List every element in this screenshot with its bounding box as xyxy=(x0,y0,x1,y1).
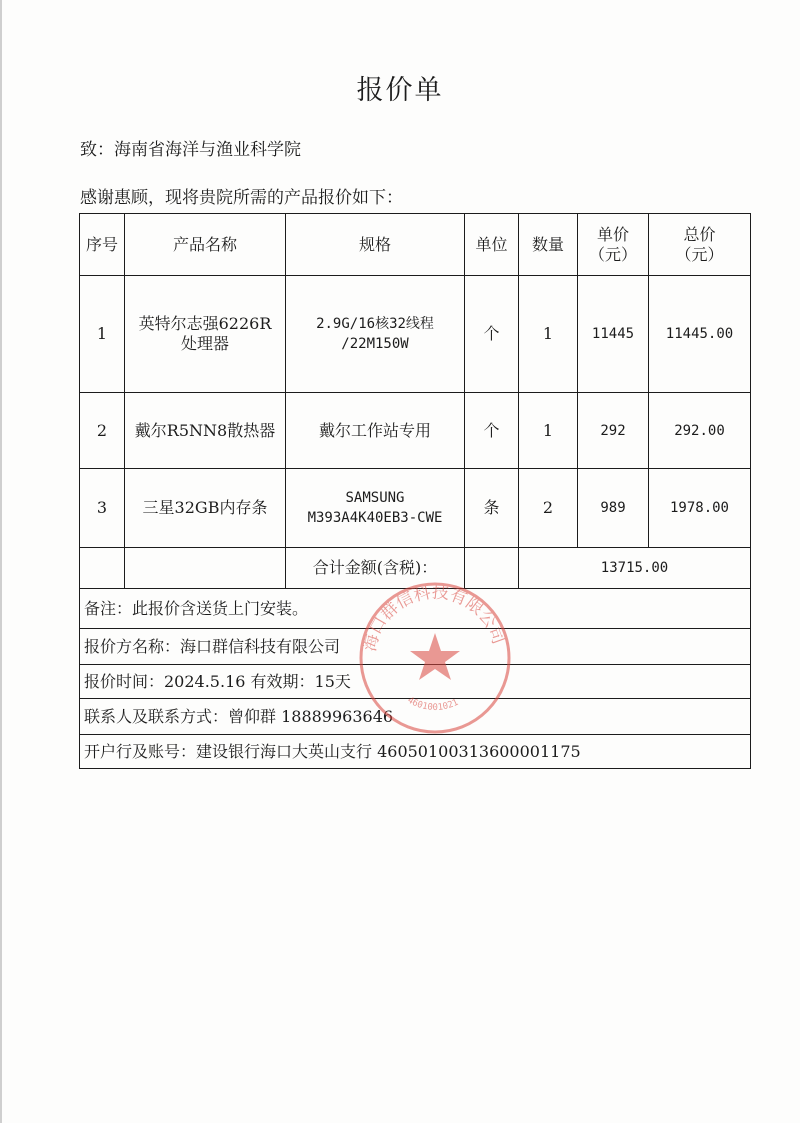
sum-empty-seq xyxy=(80,548,125,589)
header-unit: 单位 xyxy=(465,214,519,276)
header-total-line1: 总价 xyxy=(683,224,716,244)
sum-label: 合计金额(含税)： xyxy=(286,548,465,589)
row-qty: 1 xyxy=(519,276,578,393)
quoter-text: 报价方名称：海口群信科技有限公司 xyxy=(80,629,751,665)
row-unit-price: 989 xyxy=(578,469,649,548)
row-name: 戴尔R5NN8散热器 xyxy=(125,393,286,469)
quoter-row xyxy=(80,629,751,665)
seal-code-path: 4601001021 xyxy=(405,695,461,714)
row-seq: 1 xyxy=(80,276,125,393)
row-qty: 2 xyxy=(519,469,578,548)
bank-row xyxy=(80,735,751,769)
row-unit-price: 11445 xyxy=(578,276,649,393)
row-unit: 条 xyxy=(465,469,519,548)
time-row xyxy=(80,665,751,699)
row-name-line2: 处理器 xyxy=(180,334,229,353)
row-spec-line2: /22M150W xyxy=(341,336,409,352)
sum-empty-unit xyxy=(465,548,519,589)
row-spec-line1: SAMSUNG xyxy=(345,490,405,506)
table-row xyxy=(80,469,751,548)
header-qty: 数量 xyxy=(519,214,578,276)
sum-row xyxy=(80,548,751,589)
row-unit: 个 xyxy=(465,393,519,469)
row-name xyxy=(125,276,286,393)
header-spec: 规格 xyxy=(286,214,465,276)
row-seq: 2 xyxy=(80,393,125,469)
row-unit-price: 292 xyxy=(578,393,649,469)
recipient-line: 致：海南省海洋与渔业科学院 xyxy=(80,140,301,160)
remark-text: 备注：此报价含送货上门安装。 xyxy=(80,589,751,629)
seal-company-path: 海口群信科技有限公司 xyxy=(360,582,509,654)
contact-text: 联系人及联系方式：曾仰群 18889963646 xyxy=(80,699,751,735)
quote-time-text: 报价时间：2024.5.16 有效期：15天 xyxy=(80,665,751,699)
row-spec xyxy=(286,276,465,393)
sum-value: 13715.00 xyxy=(519,548,751,589)
header-name: 产品名称 xyxy=(125,214,286,276)
row-total: 292.00 xyxy=(649,393,751,469)
header-unit-price-line1: 单价 xyxy=(596,224,629,244)
remark-row xyxy=(80,589,751,629)
header-unit-price-line2: （元） xyxy=(588,244,637,264)
header-total xyxy=(649,214,751,276)
table-row xyxy=(80,276,751,393)
header-unit-price xyxy=(578,214,649,276)
intro-line: 感谢惠顾，现将贵院所需的产品报价如下： xyxy=(80,188,403,208)
row-total: 11445.00 xyxy=(649,276,751,393)
row-spec-line1: 2.9G/16核32线程 xyxy=(316,316,434,332)
bank-text: 开户行及账号：建设银行海口大英山支行 46050100313600001175 xyxy=(80,735,751,769)
row-name-line1: 英特尔志强6226R xyxy=(138,314,272,333)
row-spec-line2: M393A4K40EB3-CWE xyxy=(307,510,443,526)
sum-empty-name xyxy=(125,548,286,589)
row-name: 三星32GB内存条 xyxy=(125,469,286,548)
table-row xyxy=(80,393,751,469)
header-total-line2: （元） xyxy=(675,244,724,264)
row-qty: 1 xyxy=(519,393,578,469)
scan-edge xyxy=(0,0,2,1123)
row-spec xyxy=(286,469,465,548)
header-row xyxy=(80,214,751,276)
contact-row xyxy=(80,699,751,735)
document-title: 报价单 xyxy=(356,75,444,106)
row-spec: 戴尔工作站专用 xyxy=(286,393,465,469)
row-seq: 3 xyxy=(80,469,125,548)
header-seq: 序号 xyxy=(80,214,125,276)
row-unit: 个 xyxy=(465,276,519,393)
row-total: 1978.00 xyxy=(649,469,751,548)
quote-table xyxy=(79,213,751,769)
